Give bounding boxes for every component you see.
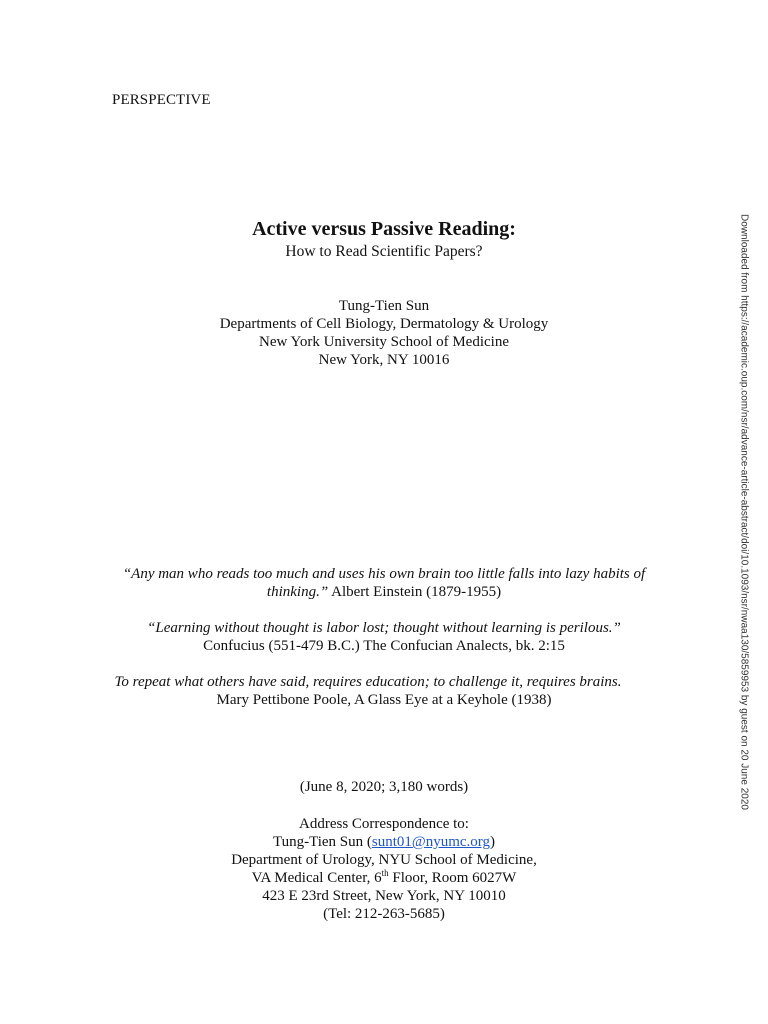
- quote-text: “Learning without thought is labor lost; thought without learning is perilous.”: [147, 620, 621, 636]
- floor-superscript: th: [381, 868, 389, 878]
- author-block: [0, 297, 768, 369]
- correspondence-name-line: [0, 833, 768, 851]
- quote-text-line2: thinking.”: [266, 584, 329, 600]
- author-name: Tung-Tien Sun: [338, 298, 430, 314]
- quote-poole: [0, 673, 752, 709]
- paper-subtitle: How to Read Scientific Papers?: [285, 243, 483, 260]
- correspondence-dept: Department of Urology, NYU School of Medicine,: [231, 852, 537, 868]
- quote-attribution: Mary Pettibone Poole, A Glass Eye at a Keyhole (1938): [216, 692, 552, 708]
- author-city: New York, NY 10016: [318, 352, 450, 368]
- quote-einstein: [0, 565, 768, 601]
- correspondence-name: Tung-Tien Sun (: [272, 834, 372, 850]
- date-wordcount: (June 8, 2020; 3,180 words): [299, 779, 469, 795]
- download-watermark: Downloaded from https://academic.oup.com/nsr/advance-article-abstract/doi/10.1093/nsr/nwaa130/5859953 by guest on 20 June 2020: [738, 214, 750, 810]
- correspondence-street: 423 E 23rd Street, New York, NY 10010: [262, 888, 506, 904]
- correspondence-center: [0, 869, 768, 887]
- correspondence-heading: Address Correspondence to:: [299, 816, 469, 832]
- quote-text: To repeat what others have said, requires education; to challenge it, requires brains.: [114, 674, 622, 690]
- paper-title: Active versus Passive Reading:: [252, 218, 516, 240]
- correspondence-block: [0, 815, 768, 923]
- author-school: New York University School of Medicine: [259, 334, 509, 350]
- correspondence-name-suffix: ): [490, 834, 496, 850]
- quote-attribution: Confucius (551-479 B.C.) The Confucian Analects, bk. 2:15: [203, 638, 565, 654]
- center-prefix: VA Medical Center, 6: [251, 870, 382, 886]
- section-label: PERSPECTIVE: [112, 92, 211, 108]
- author-department: Departments of Cell Biology, Dermatology & Urology: [219, 316, 549, 332]
- center-suffix: Floor, Room 6027W: [388, 870, 517, 886]
- correspondence-tel: (Tel: 212-263-5685): [323, 906, 445, 922]
- quote-attribution: Albert Einstein (1879-1955): [328, 584, 502, 600]
- quote-confucius: [0, 619, 768, 655]
- quote-text-line1: “Any man who reads too much and uses his own brain too little falls into lazy habits of: [122, 566, 646, 582]
- email-link[interactable]: sunt01@nyumc.org: [371, 834, 491, 850]
